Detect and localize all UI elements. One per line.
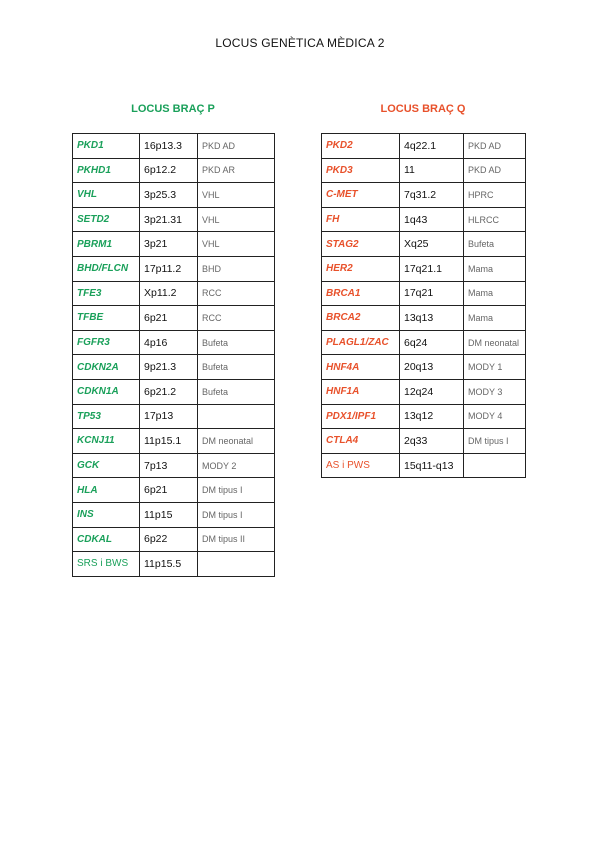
table-row xyxy=(73,355,275,380)
gene-cell: HER2 xyxy=(322,256,400,281)
table-row xyxy=(73,478,275,503)
table-row xyxy=(73,330,275,355)
table-row xyxy=(73,404,275,429)
locus-cell: 17q21.1 xyxy=(400,256,464,281)
gene-cell: BRCA1 xyxy=(322,281,400,306)
table-row xyxy=(322,379,526,404)
disease-cell: Mama xyxy=(464,281,526,306)
table-row xyxy=(73,502,275,527)
disease-cell: BHD xyxy=(198,256,275,281)
disease-cell xyxy=(198,404,275,429)
table-row xyxy=(322,256,526,281)
locus-cell: 11p15.1 xyxy=(140,429,198,454)
gene-cell: CDKN1A xyxy=(73,379,140,404)
gene-cell: PDX1/IPF1 xyxy=(322,404,400,429)
table-row xyxy=(73,256,275,281)
gene-cell: PLAGL1/ZAC xyxy=(322,330,400,355)
gene-cell: PKD1 xyxy=(73,134,140,159)
table-row xyxy=(322,429,526,454)
table-row xyxy=(73,183,275,208)
gene-cell: INS xyxy=(73,502,140,527)
table-row xyxy=(73,306,275,331)
section-title-q-arm: LOCUS BRAÇ Q xyxy=(380,103,466,115)
locus-cell: 17q21 xyxy=(400,281,464,306)
locus-cell: 6p21.2 xyxy=(140,379,198,404)
gene-cell: PKD2 xyxy=(322,134,400,159)
table-row xyxy=(322,134,526,159)
locus-cell: 16p13.3 xyxy=(140,134,198,159)
gene-cell: GCK xyxy=(73,453,140,478)
table-row xyxy=(322,207,526,232)
locus-cell: 11p15 xyxy=(140,502,198,527)
table-row xyxy=(322,158,526,183)
section-title-p-arm: LOCUS BRAÇ P xyxy=(131,103,215,115)
table-row xyxy=(322,404,526,429)
table-q-arm xyxy=(321,133,526,478)
gene-cell: HNF4A xyxy=(322,355,400,380)
disease-cell: DM tipus I xyxy=(464,429,526,454)
table-row xyxy=(322,453,526,478)
disease-cell: Bufeta xyxy=(198,330,275,355)
disease-cell: PKD AD xyxy=(198,134,275,159)
disease-cell: Bufeta xyxy=(198,379,275,404)
table-row xyxy=(73,379,275,404)
table-row xyxy=(73,281,275,306)
disease-cell: Bufeta xyxy=(464,232,526,257)
locus-cell: 4q22.1 xyxy=(400,134,464,159)
locus-cell: 13q12 xyxy=(400,404,464,429)
locus-cell: Xq25 xyxy=(400,232,464,257)
gene-cell: BRCA2 xyxy=(322,306,400,331)
gene-cell: TFBE xyxy=(73,306,140,331)
disease-cell: RCC xyxy=(198,306,275,331)
disease-cell: MODY 1 xyxy=(464,355,526,380)
disease-cell: Bufeta xyxy=(198,355,275,380)
locus-cell: 1q43 xyxy=(400,207,464,232)
locus-cell: Xp11.2 xyxy=(140,281,198,306)
disease-cell: RCC xyxy=(198,281,275,306)
gene-cell: TFE3 xyxy=(73,281,140,306)
gene-cell: STAG2 xyxy=(322,232,400,257)
disease-cell: VHL xyxy=(198,183,275,208)
disease-cell: MODY 3 xyxy=(464,379,526,404)
disease-cell: HPRC xyxy=(464,183,526,208)
disease-cell: Mama xyxy=(464,306,526,331)
table-row xyxy=(73,134,275,159)
disease-cell: HLRCC xyxy=(464,207,526,232)
disease-cell: PKD AD xyxy=(464,158,526,183)
disease-cell: MODY 2 xyxy=(198,453,275,478)
gene-cell: C-MET xyxy=(322,183,400,208)
gene-cell: KCNJ11 xyxy=(73,429,140,454)
table-row xyxy=(322,281,526,306)
gene-cell: FGFR3 xyxy=(73,330,140,355)
gene-cell: CTLA4 xyxy=(322,429,400,454)
locus-cell: 2q33 xyxy=(400,429,464,454)
disease-cell: DM tipus II xyxy=(198,527,275,552)
locus-cell: 6p21 xyxy=(140,306,198,331)
table-row xyxy=(322,183,526,208)
gene-cell: FH xyxy=(322,207,400,232)
gene-cell: PKHD1 xyxy=(73,158,140,183)
gene-cell: CDKN2A xyxy=(73,355,140,380)
table-row xyxy=(322,306,526,331)
gene-cell: SETD2 xyxy=(73,207,140,232)
gene-cell: PBRM1 xyxy=(73,232,140,257)
table-row xyxy=(73,453,275,478)
locus-cell: 20q13 xyxy=(400,355,464,380)
locus-cell: 6q24 xyxy=(400,330,464,355)
disease-cell: MODY 4 xyxy=(464,404,526,429)
disease-cell xyxy=(464,453,526,478)
disease-cell xyxy=(198,552,275,577)
table-row xyxy=(322,355,526,380)
locus-cell: 3p25.3 xyxy=(140,183,198,208)
disease-cell: DM tipus I xyxy=(198,478,275,503)
disease-cell: DM neonatal xyxy=(464,330,526,355)
table-p-body xyxy=(73,134,275,577)
locus-cell: 6p22 xyxy=(140,527,198,552)
table-row xyxy=(73,158,275,183)
gene-cell: TP53 xyxy=(73,404,140,429)
locus-cell: 6p12.2 xyxy=(140,158,198,183)
gene-cell: HLA xyxy=(73,478,140,503)
gene-cell: HNF1A xyxy=(322,379,400,404)
locus-cell: 13q13 xyxy=(400,306,464,331)
table-row xyxy=(322,232,526,257)
disease-cell: Mama xyxy=(464,256,526,281)
table-q-body xyxy=(322,134,526,478)
locus-cell: 4p16 xyxy=(140,330,198,355)
gene-cell: VHL xyxy=(73,183,140,208)
gene-cell: BHD/FLCN xyxy=(73,256,140,281)
disease-cell: VHL xyxy=(198,207,275,232)
gene-cell: AS i PWS xyxy=(322,453,400,478)
locus-cell: 12q24 xyxy=(400,379,464,404)
disease-cell: DM neonatal xyxy=(198,429,275,454)
table-row xyxy=(73,207,275,232)
table-row xyxy=(73,429,275,454)
table-row xyxy=(73,232,275,257)
locus-cell: 11 xyxy=(400,158,464,183)
disease-cell: DM tipus I xyxy=(198,502,275,527)
locus-cell: 11p15.5 xyxy=(140,552,198,577)
locus-cell: 3p21 xyxy=(140,232,198,257)
gene-cell: CDKAL xyxy=(73,527,140,552)
locus-cell: 17p11.2 xyxy=(140,256,198,281)
table-row xyxy=(73,552,275,577)
locus-cell: 17p13 xyxy=(140,404,198,429)
disease-cell: PKD AD xyxy=(464,134,526,159)
disease-cell: PKD AR xyxy=(198,158,275,183)
table-p-arm xyxy=(72,133,275,577)
page-title: LOCUS GENÈTICA MÈDICA 2 xyxy=(215,36,385,50)
locus-cell: 7q31.2 xyxy=(400,183,464,208)
locus-cell: 15q11-q13 xyxy=(400,453,464,478)
locus-cell: 3p21.31 xyxy=(140,207,198,232)
gene-cell: PKD3 xyxy=(322,158,400,183)
locus-cell: 9p21.3 xyxy=(140,355,198,380)
gene-cell: SRS i BWS xyxy=(73,552,140,577)
locus-cell: 7p13 xyxy=(140,453,198,478)
table-row xyxy=(322,330,526,355)
locus-cell: 6p21 xyxy=(140,478,198,503)
disease-cell: VHL xyxy=(198,232,275,257)
table-row xyxy=(73,527,275,552)
